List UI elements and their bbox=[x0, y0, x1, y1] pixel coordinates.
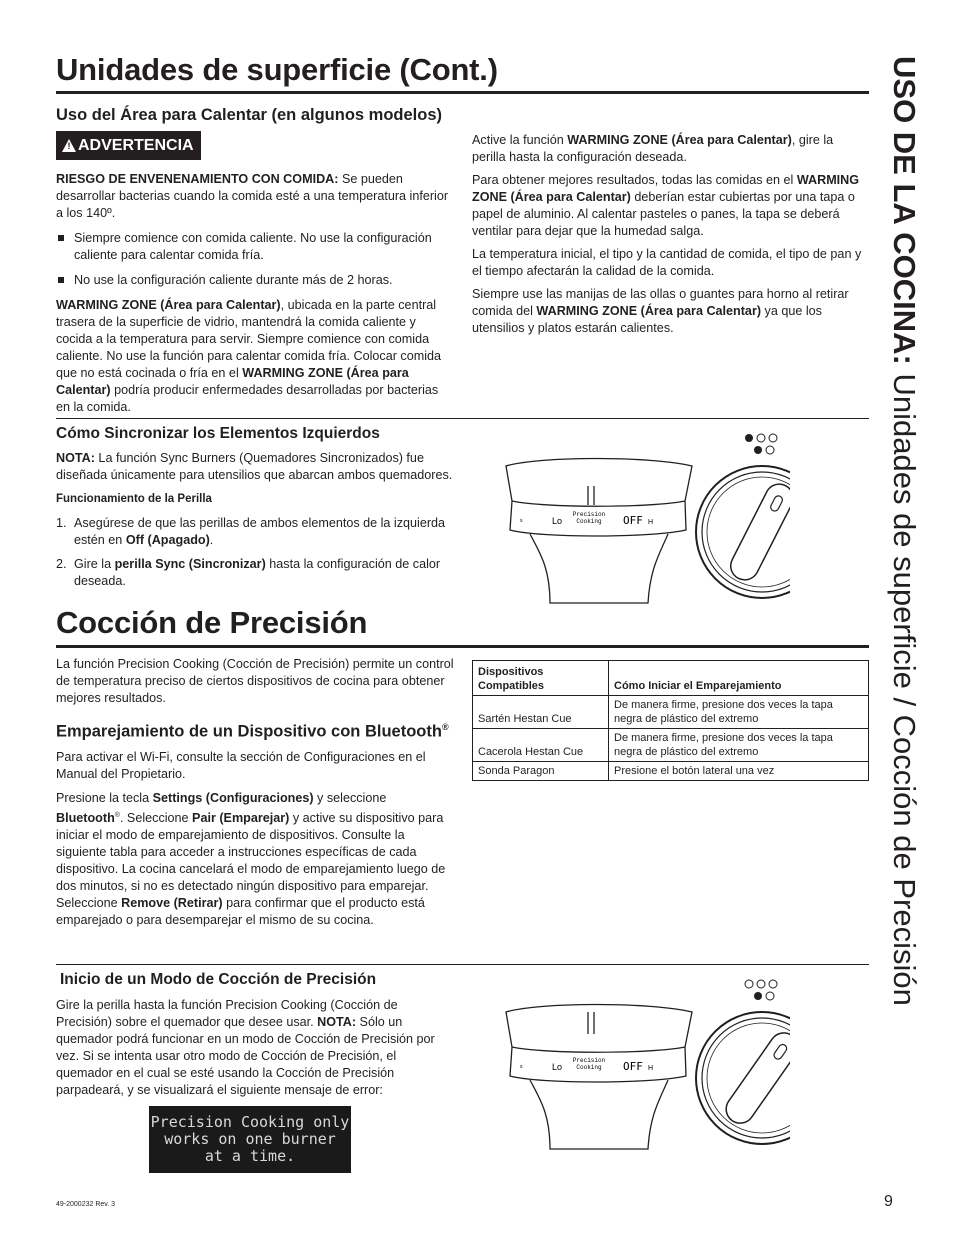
table-cell-how: De manera firme, presione dos veces la tapa negra de plástico del extremo bbox=[609, 729, 869, 762]
section-divider bbox=[56, 964, 869, 965]
table-cell-device: Sartén Hestan Cue bbox=[473, 696, 609, 729]
table-header-pairing: Cómo Iniciar el Emparejamiento bbox=[609, 661, 869, 696]
burner-indicator-icon bbox=[745, 980, 777, 1000]
side-tab-text bbox=[885, 56, 923, 1006]
knob-off-label: OFF bbox=[623, 1060, 643, 1073]
knob-side-view bbox=[506, 1005, 692, 1150]
knob-precision-label: Precision bbox=[572, 511, 606, 518]
warming-bullet-2: No use la configuración caliente durante más de 2 horas. bbox=[56, 272, 454, 289]
warming-left-column bbox=[56, 171, 454, 416]
sync-step-1: 1. Asegúrese de que las perillas de ambos elementos de la izquierda estén en Off (Apagado). bbox=[56, 516, 446, 547]
sync-note: NOTA: La función Sync Burners (Quemadores Sincronizados) fue diseñada únicamente para utensilios que abarcan ambos quemadores. bbox=[56, 451, 453, 482]
knob-left-mark: s bbox=[520, 1064, 523, 1070]
precision-title: Cocción de Precisión bbox=[56, 605, 368, 640]
compatible-devices-table bbox=[472, 660, 869, 781]
warming-right-column bbox=[472, 132, 868, 337]
section-divider bbox=[56, 418, 869, 419]
warming-right-p2: Para obtener mejores resultados, todas las comidas en el WARMING ZONE (Área para Calentar) deberían estar cubiertas por una tapa o papel de aluminio. Al calentar pasteles o panes, la tapa se deberá ventilar para dejar que la humedad salga. bbox=[472, 173, 860, 238]
precision-left-column bbox=[56, 656, 454, 929]
start-heading: Inicio de un Modo de Cocción de Precisión bbox=[60, 971, 377, 988]
precision-title-rule bbox=[56, 645, 869, 648]
knob-lo-label: Lo bbox=[552, 516, 563, 526]
table-cell-device: Cacerola Hestan Cue bbox=[473, 729, 609, 762]
sync-heading: Cómo Sincronizar los Elementos Izquierdos bbox=[56, 425, 380, 442]
knob-right-mark: H bbox=[648, 519, 654, 526]
error-message-display bbox=[149, 1106, 351, 1173]
warming-right-p4: Siempre use las manijas de las ollas o guantes para horno al retirar comida del WARMING ZONE (Área para Calentar) ya que los utensilios y platos estarán calientes. bbox=[472, 287, 849, 335]
precision-knob-illustration bbox=[500, 974, 790, 1154]
knob-left-mark: s bbox=[520, 518, 523, 524]
sync-knob-illustration bbox=[500, 428, 790, 608]
pair-paragraph-2: Presione la tecla Settings (Configuraciones) y seleccione Bluetooth®. Seleccione Pair (Emparejar) y active su dispositivo para iniciar el modo de emparejamiento de dispositivos. Consulte la siguiente tabla para acceder a instrucciones específicas de cada dispositivo. La cocina cancelará el modo de emparejamiento luego de dos minutos, si no es detectado ningún dispositivo para emparejar. Seleccione Remove (Retirar) para confirmar que el producto está emparejado o para desemparejar el mismo de su cocina. bbox=[56, 790, 446, 927]
knob-off-label: OFF bbox=[623, 514, 643, 527]
warming-right-p1: Active la función WARMING ZONE (Área para Calentar), gire la perilla hasta la configuración deseada. bbox=[472, 133, 834, 164]
table-row bbox=[473, 696, 869, 729]
table-cell-how: Presione el botón lateral una vez bbox=[609, 762, 869, 781]
warming-right-p3: La temperatura inicial, el tipo y la cantidad de comida, el tipo de pan y el tiempo afectarán la calidad de la comida. bbox=[472, 247, 862, 278]
table-row bbox=[473, 729, 869, 762]
knob-lo-label: Lo bbox=[552, 1062, 563, 1072]
bullet-square-icon bbox=[58, 277, 64, 283]
title-rule bbox=[56, 91, 869, 94]
knob-right-mark: H bbox=[648, 1065, 654, 1072]
precision-intro: La función Precision Cooking (Cocción de Precisión) permite un control de temperatura preciso de ciertos dispositivos de cocina para obtener mejores resultados. bbox=[56, 657, 454, 705]
sync-step-2: 2. Gire la perilla Sync (Sincronizar) hasta la configuración de calor deseada. bbox=[56, 557, 441, 588]
lcd-line-3: at a time. bbox=[204, 1147, 296, 1165]
pair-paragraph-1: Para activar el Wi-Fi, consulte la sección de Configuraciones en el Manual del Propietario. bbox=[56, 749, 426, 781]
start-column bbox=[56, 997, 454, 1099]
warning-banner bbox=[56, 131, 201, 160]
risk-paragraph: RIESGO DE ENVENENAMIENTO CON COMIDA: Se pueden desarrollar bacterias cuando la comida esté a una temperatura inferior a los 140º. bbox=[56, 172, 449, 220]
warning-triangle-icon: ! bbox=[62, 139, 76, 152]
burner-indicator-icon bbox=[745, 434, 777, 454]
knob-front-view bbox=[696, 466, 790, 598]
knob-cooking-label: Cooking bbox=[576, 518, 602, 525]
table-cell-how: De manera firme, presione dos veces la tapa negra de plástico del extremo bbox=[609, 696, 869, 729]
warning-label: ADVERTENCIA bbox=[78, 137, 194, 154]
page-title: Unidades de superficie (Cont.) bbox=[56, 52, 498, 87]
table-row bbox=[473, 762, 869, 781]
warming-description: WARMING ZONE (Área para Calentar), ubicada en la parte central trasera de la superficie de vidrio, mantendrá la comida caliente y cocida a la temperatura para servir. Siempre comience con comida caliente. No use la función para calentar comida fría. Colocar comida que no está cocinada o fría en el WARMING ZONE (Área para Calentar) podría producir enfermedades desarrolladas por bacterias en la comida. bbox=[56, 298, 442, 414]
sync-column bbox=[56, 450, 456, 590]
document-code: 49-2000232 Rev. 3 bbox=[56, 1201, 116, 1208]
lcd-line-1: Precision Cooking only bbox=[150, 1113, 350, 1131]
page-number: 9 bbox=[884, 1193, 893, 1210]
knob-front-view bbox=[696, 1012, 790, 1144]
side-tab-regular: Unidades de superficie / Cocción de Precisión bbox=[887, 364, 922, 1006]
table-cell-device: Sonda Paragon bbox=[473, 762, 609, 781]
start-paragraph: Gire la perilla hasta la función Precision Cooking (Cocción de Precisión) sobre el quemador que desee usar. NOTA: Sólo un quemador podrá funcionar en un modo de Cocción de Precisión por vez. Si se intenta usar otro modo de Cocción de Precisión, el quemador en el cual se esté usando la Cocción de Precisión parpadeará, y se visualizará el siguiente mensaje de error: bbox=[56, 998, 435, 1097]
table-header-devices: Dispositivos Compatibles bbox=[473, 661, 609, 696]
pair-heading: Emparejamiento de un Dispositivo con Bluetooth® bbox=[56, 722, 449, 741]
sync-subheading: Funcionamiento de la Perilla bbox=[56, 493, 212, 505]
bullet-square-icon bbox=[58, 235, 64, 241]
warming-bullet-1: Siempre comience con comida caliente. No use la configuración caliente para calentar comida fría. bbox=[56, 230, 454, 264]
knob-precision-label: Precision bbox=[572, 1057, 606, 1064]
knob-cooking-label: Cooking bbox=[576, 1064, 602, 1071]
side-tab-bold: USO DE LA COCINA: bbox=[887, 56, 922, 365]
knob-side-view bbox=[506, 459, 692, 604]
lcd-line-2: works on one burner bbox=[164, 1130, 336, 1148]
side-tab bbox=[883, 56, 923, 1016]
warming-heading: Uso del Área para Calentar (en algunos modelos) bbox=[56, 106, 443, 124]
table-header-row bbox=[473, 661, 869, 696]
